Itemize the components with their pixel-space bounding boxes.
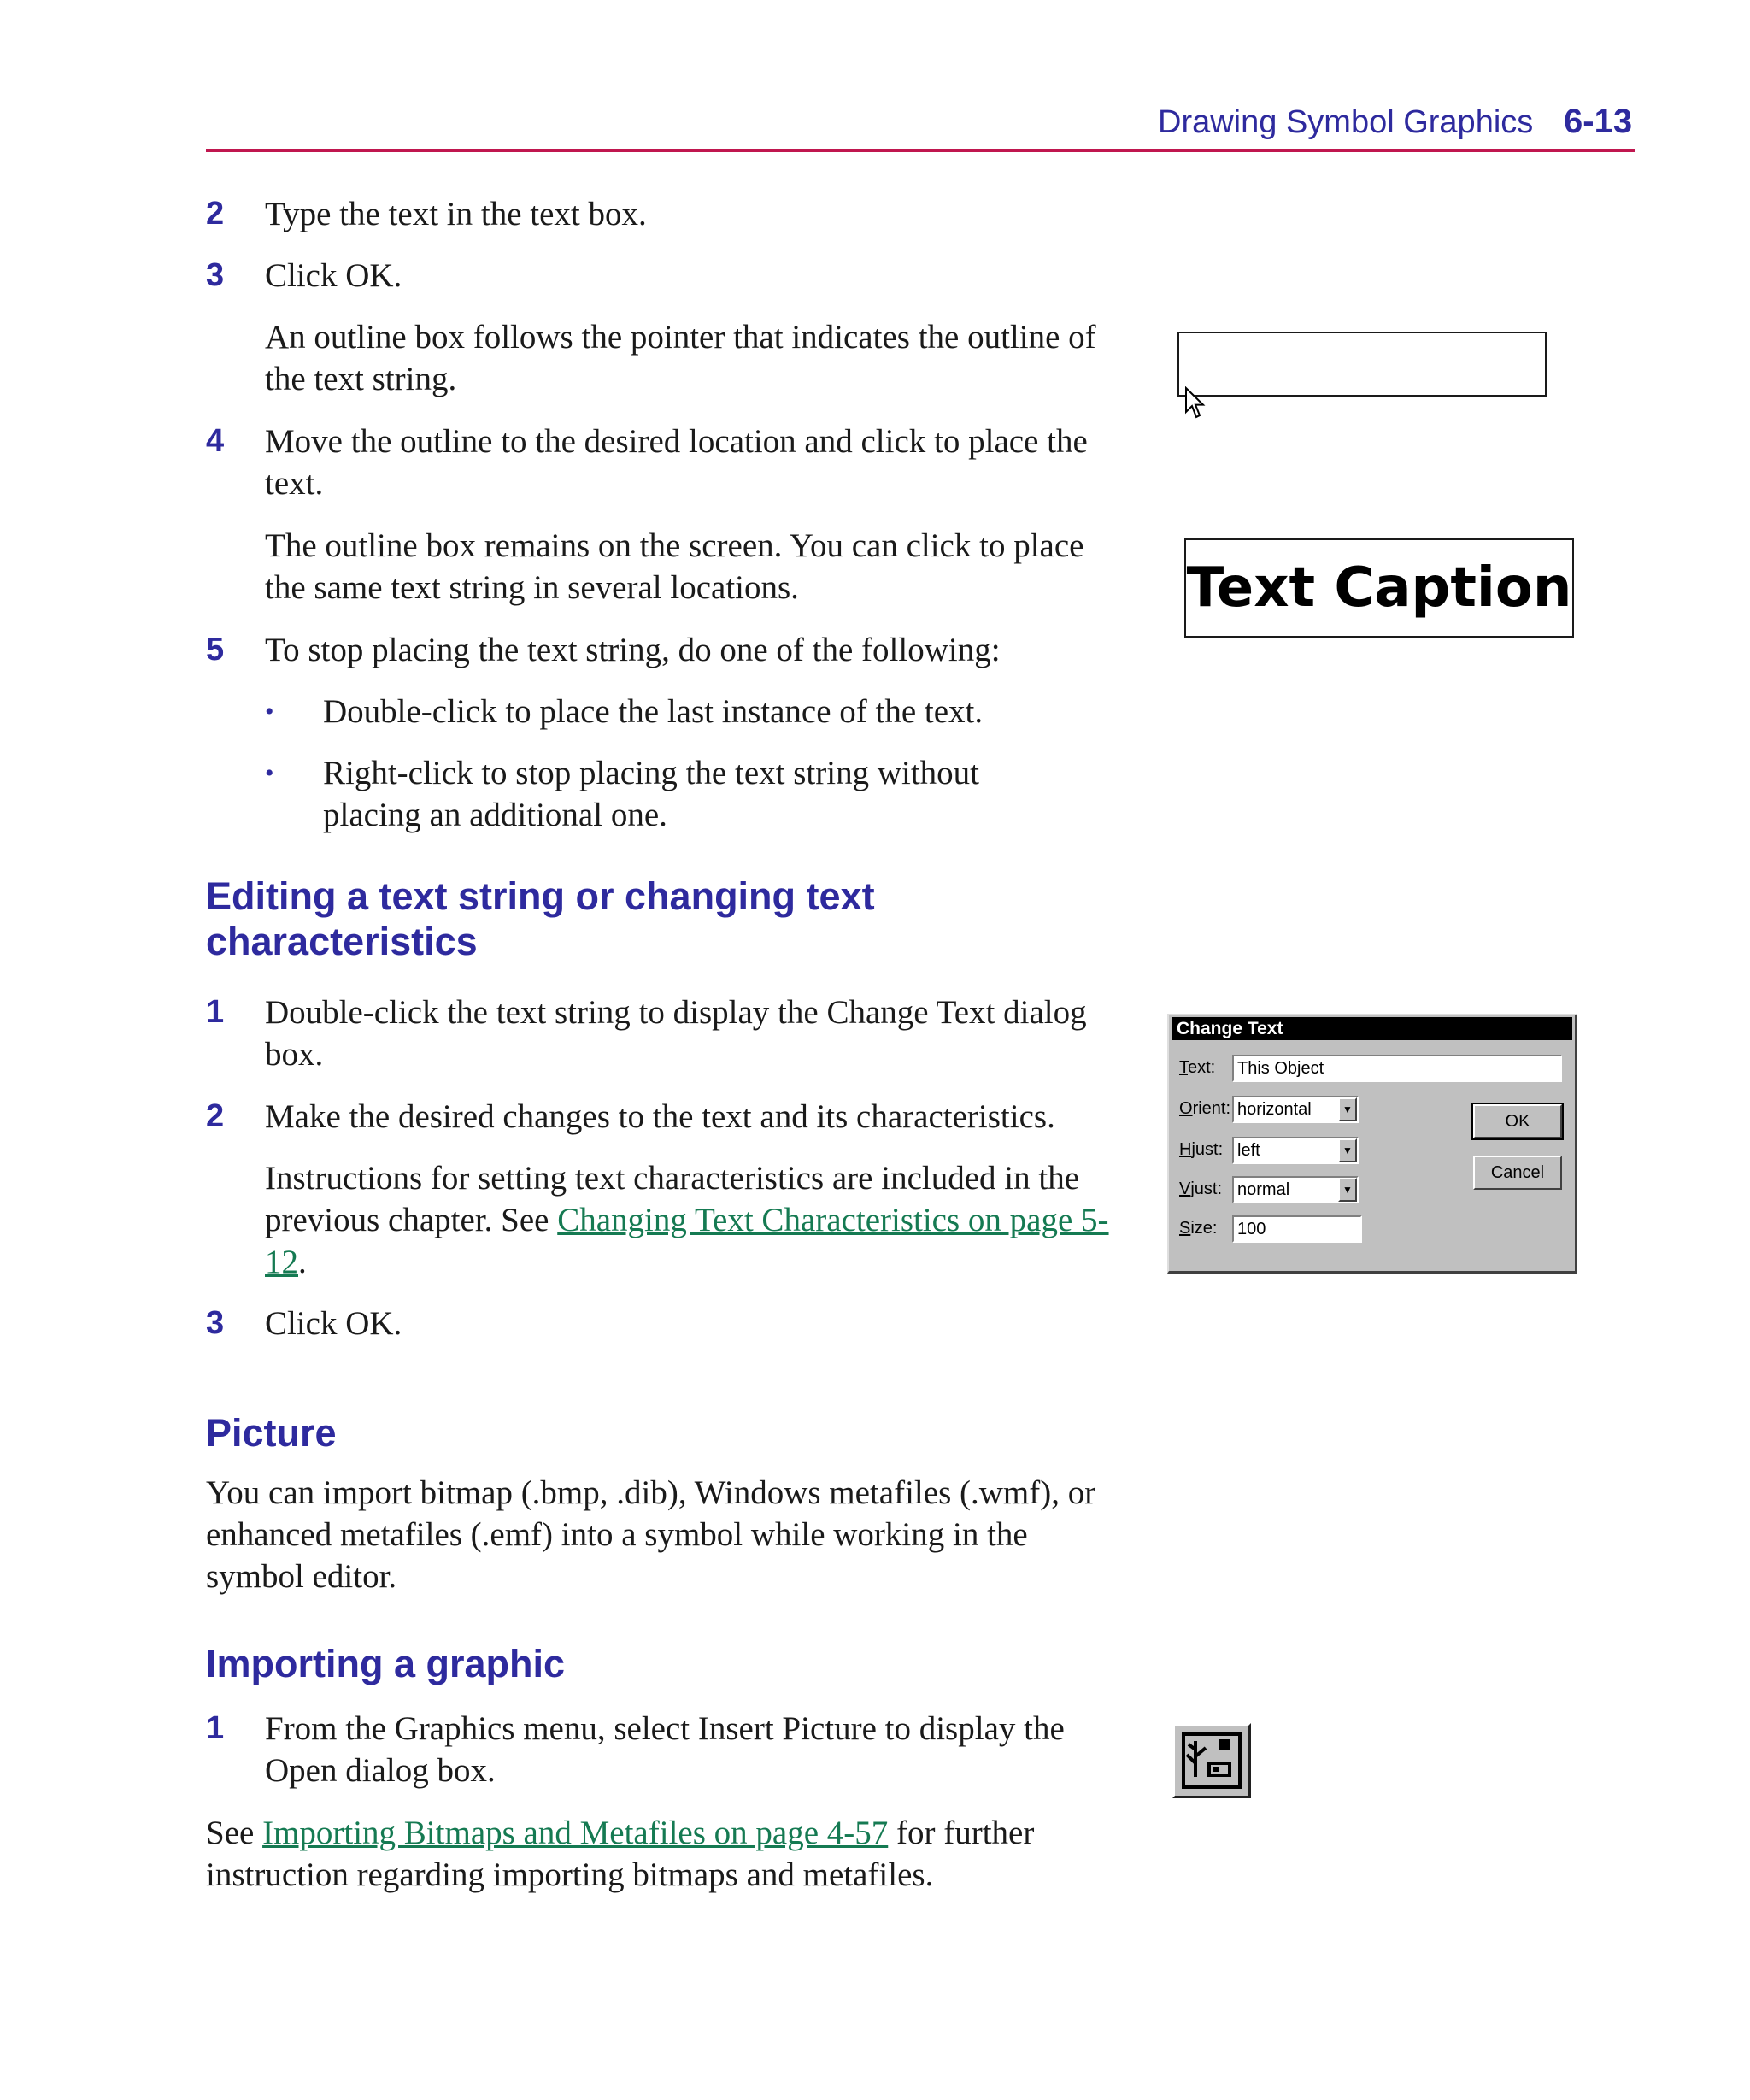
step-text: Move the outline to the desired location and click to place the text. [265,423,1088,502]
text-label: Text: [1179,1058,1216,1077]
orient-select[interactable]: horizontal ▼ [1232,1096,1359,1123]
step-number: 3 [206,1305,225,1341]
section-heading: Picture [206,1411,337,1455]
text-caption-figure [1184,538,1574,638]
size-label: Size: [1179,1219,1218,1238]
step-text: Click OK. [265,257,402,294]
step-number: 1 [206,994,225,1030]
page-number: 6-13 [1564,103,1633,140]
step-number: 2 [206,1098,225,1134]
text-input[interactable]: This Object [1232,1055,1562,1082]
paragraph: The outline box remains on the screen. You can click to place the same text string in several locations. [265,527,1084,606]
caption-text: Text Caption [1186,556,1572,620]
section-heading: Editing a text string or changing text characteristics [206,874,875,963]
insert-picture-icon[interactable] [1172,1723,1251,1798]
bullet-symbol: • [265,697,274,726]
step-number: 1 [206,1710,225,1746]
chevron-down-icon[interactable]: ▼ [1338,1178,1357,1202]
step-text: Double-click the text string to display the Change Text dialog box. [265,994,1087,1073]
vjust-select[interactable]: normal ▼ [1232,1176,1359,1203]
step-number: 3 [206,257,225,293]
step-number: 4 [206,423,225,459]
vjust-label: Vjust: [1179,1179,1223,1198]
section-heading: Importing a graphic [206,1642,566,1685]
outline-box-figure [1177,332,1547,397]
mouse-pointer-icon [1184,386,1207,421]
paragraph-text: . [298,1244,307,1280]
paragraph [206,1812,1129,1896]
chevron-down-icon[interactable]: ▼ [1338,1097,1357,1121]
bullet-symbol: • [265,759,274,787]
cross-reference-link[interactable]: Changing Text Characteristics on page 5-12 [265,1202,1109,1280]
step-text: To stop placing the text string, do one of the following: [265,632,1001,668]
step-text: Make the desired changes to the text and its characteristics. [265,1098,1055,1135]
bullet-text: Right-click to stop placing the text string without placing an additional one. [323,755,979,833]
paragraph [265,1157,1119,1283]
chevron-down-icon[interactable]: ▼ [1338,1138,1357,1162]
paragraph-text: for further instruction regarding importing bitmaps and metafiles. [206,1815,1035,1893]
change-text-dialog [1167,1014,1577,1274]
paragraph: An outline box follows the pointer that indicates the outline of the text string. [265,319,1096,397]
step-text: Type the text in the text box. [265,196,647,232]
orient-label: Orient: [1179,1099,1231,1118]
cross-reference-link[interactable]: Importing Bitmaps and Metafiles on page 4-57 [262,1815,889,1851]
bullet-text: Double-click to place the last instance of the text. [323,693,984,730]
paragraph: You can import bitmap (.bmp, .dib), Windows metafiles (.wmf), or enhanced metafiles (.emf) into a symbol while working in the symbol editor. [206,1474,1096,1595]
cancel-button[interactable]: Cancel [1473,1156,1562,1190]
hjust-label: Hjust: [1179,1140,1224,1159]
step-number: 5 [206,632,225,668]
running-header-title: Drawing Symbol Graphics [1158,104,1534,140]
size-input[interactable]: 100 [1232,1215,1362,1243]
dialog-title: Change Text [1172,1017,1572,1040]
header-rule [206,149,1635,152]
ok-button[interactable]: OK [1473,1104,1562,1138]
step-text: From the Graphics menu, select Insert Picture to display the Open dialog box. [265,1710,1065,1789]
paragraph-text: See [206,1815,263,1851]
step-text: Click OK. [265,1305,402,1342]
hjust-select[interactable]: left ▼ [1232,1137,1359,1164]
insert-picture-glyph [1175,1726,1248,1796]
step-number: 2 [206,196,225,232]
paragraph-text: Instructions for setting text characteristics are included in the previous chapter. See [265,1160,1080,1238]
